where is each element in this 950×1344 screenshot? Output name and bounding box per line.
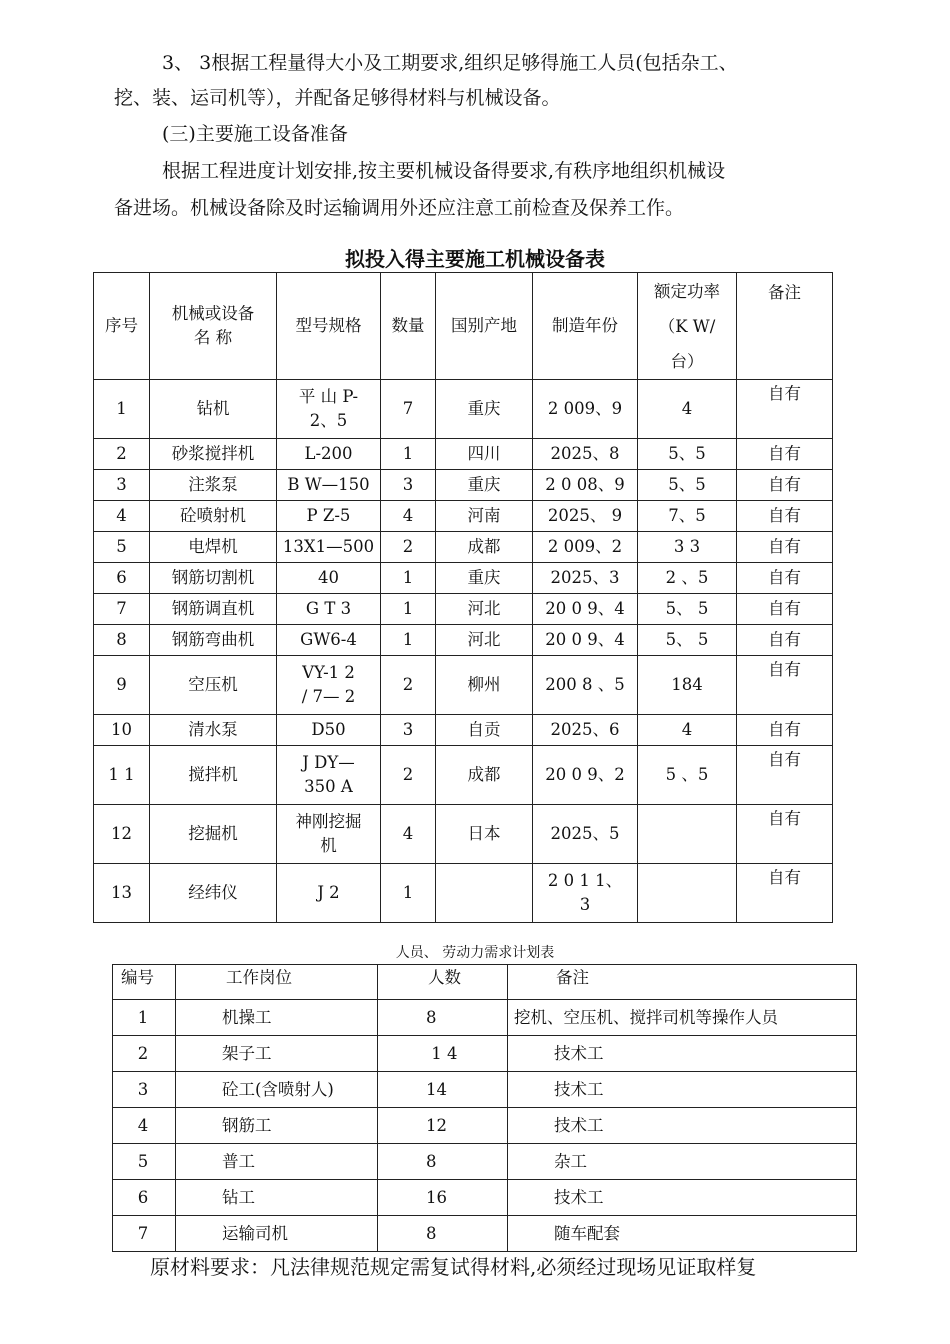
- equipment-cell: [436, 864, 533, 923]
- equipment-cell: P Z-5: [277, 501, 381, 532]
- equipment-cell: 20 0 9、4: [533, 625, 638, 656]
- equipment-cell: 电焊机: [150, 532, 277, 563]
- equipment-cell: 自贡: [436, 715, 533, 746]
- equipment-header-cell: 国别产地: [436, 273, 533, 380]
- labor-header-cell: 工作岗位: [176, 965, 378, 1000]
- equipment-cell: 40: [277, 563, 381, 594]
- equipment-cell: 日本: [436, 805, 533, 864]
- labor-cell: 砼工(含喷射人): [176, 1072, 378, 1108]
- equipment-cell: 自有: [737, 470, 833, 501]
- equipment-cell: 砼喷射机: [150, 501, 277, 532]
- equipment-cell: 柳州: [436, 656, 533, 715]
- equipment-cell: 自有: [737, 594, 833, 625]
- equipment-cell: 2 0 1 1、 3: [533, 864, 638, 923]
- equipment-cell: 5、5: [638, 470, 737, 501]
- labor-cell: 架子工: [176, 1036, 378, 1072]
- equipment-row: [94, 805, 833, 864]
- equipment-cell: 3: [381, 470, 436, 501]
- labor-cell: 挖机、空压机、搅拌司机等操作人员: [508, 1000, 857, 1036]
- labor-header-cell: 编号: [113, 965, 176, 1000]
- equipment-row: [94, 439, 833, 470]
- equipment-cell: 7: [94, 594, 150, 625]
- labor-table-title: 人员、 劳动力需求计划表: [395, 945, 555, 961]
- equipment-cell: 2 0 08、9: [533, 470, 638, 501]
- equipment-cell: 自有: [737, 532, 833, 563]
- equipment-cell: 平 山 P- 2、5: [277, 380, 381, 439]
- labor-cell: 技术工: [508, 1072, 857, 1108]
- equipment-cell: 5: [94, 532, 150, 563]
- equipment-cell: 河北: [436, 625, 533, 656]
- equipment-row: [94, 746, 833, 805]
- equipment-cell: 挖掘机: [150, 805, 277, 864]
- equipment-cell: 3: [381, 715, 436, 746]
- labor-cell: 2: [113, 1036, 176, 1072]
- equipment-cell: 2 009、2: [533, 532, 638, 563]
- labor-cell: 5: [113, 1144, 176, 1180]
- equipment-cell: 钻机: [150, 380, 277, 439]
- labor-cell: 1 4: [378, 1036, 508, 1072]
- labor-cell: 普工: [176, 1144, 378, 1180]
- equipment-cell: 2: [381, 656, 436, 715]
- labor-cell: 8: [378, 1000, 508, 1036]
- equipment-cell: 2025、5: [533, 805, 638, 864]
- labor-row: [113, 1000, 857, 1036]
- labor-cell: 技术工: [508, 1180, 857, 1216]
- equipment-cell: 2025、 9: [533, 501, 638, 532]
- equipment-cell: 成都: [436, 746, 533, 805]
- labor-table: [112, 964, 857, 1252]
- equipment-cell: 2025、8: [533, 439, 638, 470]
- equipment-cell: 8: [94, 625, 150, 656]
- equipment-cell: 9: [94, 656, 150, 715]
- equipment-header-cell: 机械或设备 名 称: [150, 273, 277, 380]
- labor-cell: 钢筋工: [176, 1108, 378, 1144]
- labor-cell: 16: [378, 1180, 508, 1216]
- equipment-table-title: 拟投入得主要施工机械设备表: [345, 247, 605, 271]
- labor-row: [113, 1216, 857, 1252]
- equipment-row: [94, 864, 833, 923]
- equipment-cell: [638, 805, 737, 864]
- paragraph-line-2: 挖、装、运司机等），并配备足够得材料与机械设备。: [114, 87, 561, 109]
- equipment-header-cell: 备注: [737, 273, 833, 380]
- equipment-cell: 注浆泵: [150, 470, 277, 501]
- equipment-cell: 钢筋弯曲机: [150, 625, 277, 656]
- equipment-cell: 自有: [737, 439, 833, 470]
- equipment-cell: B W—150: [277, 470, 381, 501]
- equipment-cell: 2025、3: [533, 563, 638, 594]
- equipment-cell: 成都: [436, 532, 533, 563]
- equipment-cell: VY-1 2 / 7— 2: [277, 656, 381, 715]
- equipment-header-row: [94, 273, 833, 380]
- equipment-cell: 13X1—500: [277, 532, 381, 563]
- labor-cell: 运输司机: [176, 1216, 378, 1252]
- equipment-cell: J DY— 350 A: [277, 746, 381, 805]
- equipment-cell: 自有: [737, 746, 833, 805]
- labor-row: [113, 1036, 857, 1072]
- equipment-cell: [638, 864, 737, 923]
- equipment-cell: 自有: [737, 501, 833, 532]
- equipment-cell: 184: [638, 656, 737, 715]
- equipment-cell: 清水泵: [150, 715, 277, 746]
- equipment-cell: 1: [381, 864, 436, 923]
- labor-row: [113, 1108, 857, 1144]
- equipment-cell: J 2: [277, 864, 381, 923]
- equipment-cell: L-200: [277, 439, 381, 470]
- equipment-cell: 重庆: [436, 563, 533, 594]
- equipment-cell: GW6-4: [277, 625, 381, 656]
- equipment-cell: 经纬仪: [150, 864, 277, 923]
- equipment-cell: 5、 5: [638, 625, 737, 656]
- equipment-row: [94, 501, 833, 532]
- equipment-cell: 重庆: [436, 380, 533, 439]
- equipment-cell: 200 8 、5: [533, 656, 638, 715]
- equipment-row: [94, 656, 833, 715]
- equipment-cell: 河南: [436, 501, 533, 532]
- equipment-cell: 自有: [737, 805, 833, 864]
- paragraph-line-1: 3、 3根据工程量得大小及工期要求,组织足够得施工人员(包括杂工、: [162, 52, 738, 74]
- equipment-header-cell: 数量: [381, 273, 436, 380]
- equipment-cell: 5、 5: [638, 594, 737, 625]
- equipment-cell: 自有: [737, 656, 833, 715]
- equipment-cell: G T 3: [277, 594, 381, 625]
- equipment-cell: 1: [381, 594, 436, 625]
- equipment-row: [94, 625, 833, 656]
- labor-header-row: [113, 965, 857, 1000]
- equipment-cell: 13: [94, 864, 150, 923]
- equipment-cell: 6: [94, 563, 150, 594]
- equipment-cell: 自有: [737, 563, 833, 594]
- equipment-row: [94, 380, 833, 439]
- labor-cell: 6: [113, 1180, 176, 1216]
- equipment-cell: 4: [381, 805, 436, 864]
- equipment-cell: 2025、6: [533, 715, 638, 746]
- equipment-cell: 空压机: [150, 656, 277, 715]
- labor-cell: 4: [113, 1108, 176, 1144]
- labor-cell: 1: [113, 1000, 176, 1036]
- labor-header-cell: 人数: [378, 965, 508, 1000]
- equipment-cell: 砂浆搅拌机: [150, 439, 277, 470]
- equipment-cell: 1: [94, 380, 150, 439]
- equipment-cell: 7、5: [638, 501, 737, 532]
- labor-cell: 8: [378, 1216, 508, 1252]
- equipment-header-cell: 额定功率 （K W/ 台）: [638, 273, 737, 380]
- equipment-cell: 4: [638, 715, 737, 746]
- equipment-row: [94, 470, 833, 501]
- labor-row: [113, 1144, 857, 1180]
- equipment-cell: 1: [381, 563, 436, 594]
- equipment-cell: 自有: [737, 715, 833, 746]
- footer-paragraph: 原材料要求：凡法律规范规定需复试得材料,必须经过现场见证取样复: [150, 1255, 757, 1279]
- equipment-cell: 2 009、9: [533, 380, 638, 439]
- labor-cell: 机操工: [176, 1000, 378, 1036]
- equipment-cell: 搅拌机: [150, 746, 277, 805]
- equipment-row: [94, 715, 833, 746]
- equipment-cell: 2: [94, 439, 150, 470]
- equipment-cell: 3: [94, 470, 150, 501]
- equipment-cell: D50: [277, 715, 381, 746]
- equipment-header-cell: 制造年份: [533, 273, 638, 380]
- labor-cell: 14: [378, 1072, 508, 1108]
- paragraph-line-3: 根据工程进度计划安排,按主要机械设备得要求,有秩序地组织机械设: [162, 160, 726, 182]
- equipment-cell: 钢筋切割机: [150, 563, 277, 594]
- equipment-cell: 自有: [737, 625, 833, 656]
- labor-cell: 7: [113, 1216, 176, 1252]
- equipment-cell: 1: [381, 625, 436, 656]
- equipment-row: [94, 532, 833, 563]
- labor-cell: 12: [378, 1108, 508, 1144]
- equipment-cell: 4: [381, 501, 436, 532]
- equipment-cell: 重庆: [436, 470, 533, 501]
- equipment-cell: 20 0 9、4: [533, 594, 638, 625]
- equipment-cell: 20 0 9、2: [533, 746, 638, 805]
- paragraph-line-4: 备进场。机械设备除及时运输调用外还应注意工前检查及保养工作。: [114, 197, 685, 219]
- section-heading: (三)主要施工设备准备: [162, 123, 348, 145]
- labor-row: [113, 1072, 857, 1108]
- equipment-cell: 自有: [737, 380, 833, 439]
- equipment-cell: 1: [381, 439, 436, 470]
- labor-cell: 杂工: [508, 1144, 857, 1180]
- equipment-cell: 3 3: [638, 532, 737, 563]
- equipment-cell: 2 、5: [638, 563, 737, 594]
- equipment-cell: 1 1: [94, 746, 150, 805]
- equipment-cell: 12: [94, 805, 150, 864]
- equipment-cell: 7: [381, 380, 436, 439]
- equipment-header-cell: 序号: [94, 273, 150, 380]
- equipment-cell: 10: [94, 715, 150, 746]
- labor-cell: 3: [113, 1072, 176, 1108]
- labor-cell: 钻工: [176, 1180, 378, 1216]
- labor-cell: 技术工: [508, 1036, 857, 1072]
- equipment-cell: 钢筋调直机: [150, 594, 277, 625]
- labor-cell: 随车配套: [508, 1216, 857, 1252]
- equipment-cell: 5 、5: [638, 746, 737, 805]
- equipment-cell: 2: [381, 746, 436, 805]
- equipment-cell: 4: [638, 380, 737, 439]
- equipment-table: [93, 272, 833, 923]
- labor-cell: 8: [378, 1144, 508, 1180]
- equipment-header-cell: 型号规格: [277, 273, 381, 380]
- equipment-cell: 5、5: [638, 439, 737, 470]
- equipment-row: [94, 563, 833, 594]
- labor-row: [113, 1180, 857, 1216]
- equipment-cell: 2: [381, 532, 436, 563]
- equipment-cell: 神刚挖掘 机: [277, 805, 381, 864]
- equipment-cell: 河北: [436, 594, 533, 625]
- labor-header-cell: 备注: [508, 965, 857, 1000]
- labor-cell: 技术工: [508, 1108, 857, 1144]
- equipment-cell: 4: [94, 501, 150, 532]
- equipment-cell: 自有: [737, 864, 833, 923]
- equipment-row: [94, 594, 833, 625]
- equipment-cell: 四川: [436, 439, 533, 470]
